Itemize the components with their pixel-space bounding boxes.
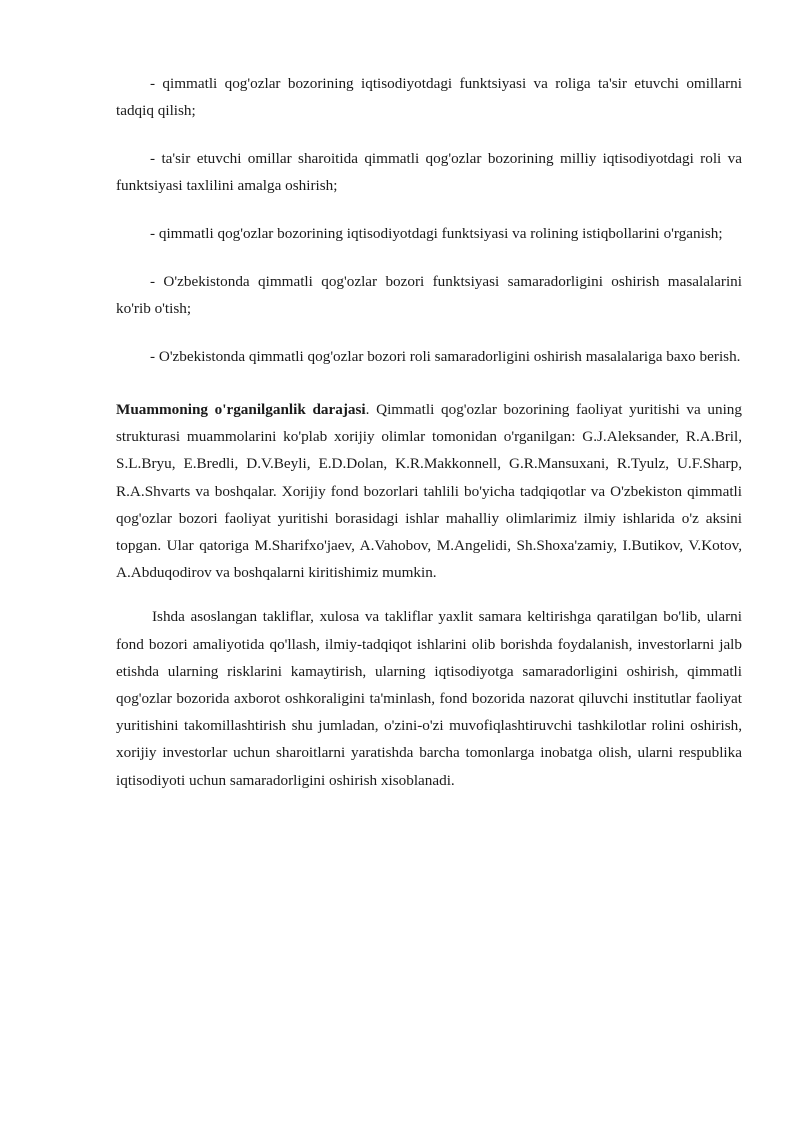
research-degree-paragraph — [116, 396, 742, 586]
list-item — [116, 268, 742, 322]
conclusion-paragraph: Ishda asoslangan takliflar, xulosa va takliflar yaxlit samara keltirishga qaratilgan bo'lib, ularni fond bozori amaliyotida qo'llash, ilmiy-tadqiqot ishlarini olib borishda foydalanish, investorlarni jalb etishda ularning risklarini kamaytirish, ularning iqtisodiyotga samaradorligini oshirish, qimmatli qog'ozlar bozorida axborot oshkoraligini ta'minlash, fond bozorida nazorat qiluvchi institutlar faoliyat yuritishini takomillashtirish shu jumladan, o'zini-o'zi muvofiqlashtiruvchi tashkilotlar rolini oshirish, xorijiy investorlar uchun sharoitlarni yaratishda barcha tomonlarga inobatga olish, ularni respublika iqtisodiyoti uchun samaradorligini oshirish xisoblanadi. — [116, 608, 742, 789]
list-item — [116, 220, 742, 247]
bullet-text: - O'zbekistonda qimmatli qog'ozlar bozori funktsiyasi samaradorligini oshirish masalalarini ko'rib o'tish; — [116, 273, 742, 317]
list-item — [116, 70, 742, 124]
research-degree-section — [116, 396, 742, 794]
bullet-text: - qimmatli qog'ozlar bozorining iqtisodiyotdagi funktsiyasi va rolining istiqbollarini o'rganish; — [150, 225, 723, 242]
bullet-text: - qimmatli qog'ozlar bozorining iqtisodiyotdagi funktsiyasi va roliga ta'sir etuvchi omillarni tadqiq qilish; — [116, 75, 742, 119]
list-item — [116, 343, 742, 370]
section-heading-text: . Qimmatli qog'ozlar bozorining faoliyat yuritishi va uning strukturasi muammolarini ko'plab xorijiy olimlar tomonidan o'rganilgan: G.J.Aleksander, R.A.Bril, S.L.Bryu, E.Bredli, D.V.Beyli, E.D.Dolan, K.R.Makkonnell, G.R.Mansuxani, R.Tyulz, U.F.Sharp, R.A.Shvarts va boshqalar. Xorijiy fond bozorlari tahlili bo'yicha tadqiqotlar va O'zbekiston qimmatli qog'ozlar bozori faoliyat yuritishi borasidagi ishlar mahalliy olimlarimiz ilmiy ishlarida o'z aksini topgan. Ular qatoriga M.Sharifxo'jaev, A.Vahobov, M.Angelidi, Sh.Shoxa'zamiy, I.Butikov, V.Kotov, A.Abduqodirov va boshqalarni kiritishimiz mumkin. — [116, 401, 742, 582]
section-heading: Muammoning o'rganilganlik darajasi — [116, 401, 366, 418]
bullet-text: - ta'sir etuvchi omillar sharoitida qimmatli qog'ozlar bozorining milliy iqtisodiyotdagi roli va funktsiyasi taxlilini amalga oshirish; — [116, 150, 742, 194]
document-page — [116, 70, 742, 794]
list-item — [116, 145, 742, 199]
bullet-text: - O'zbekistonda qimmatli qog'ozlar bozori roli samaradorligini oshirish masalalariga baxo berish. — [150, 348, 741, 365]
